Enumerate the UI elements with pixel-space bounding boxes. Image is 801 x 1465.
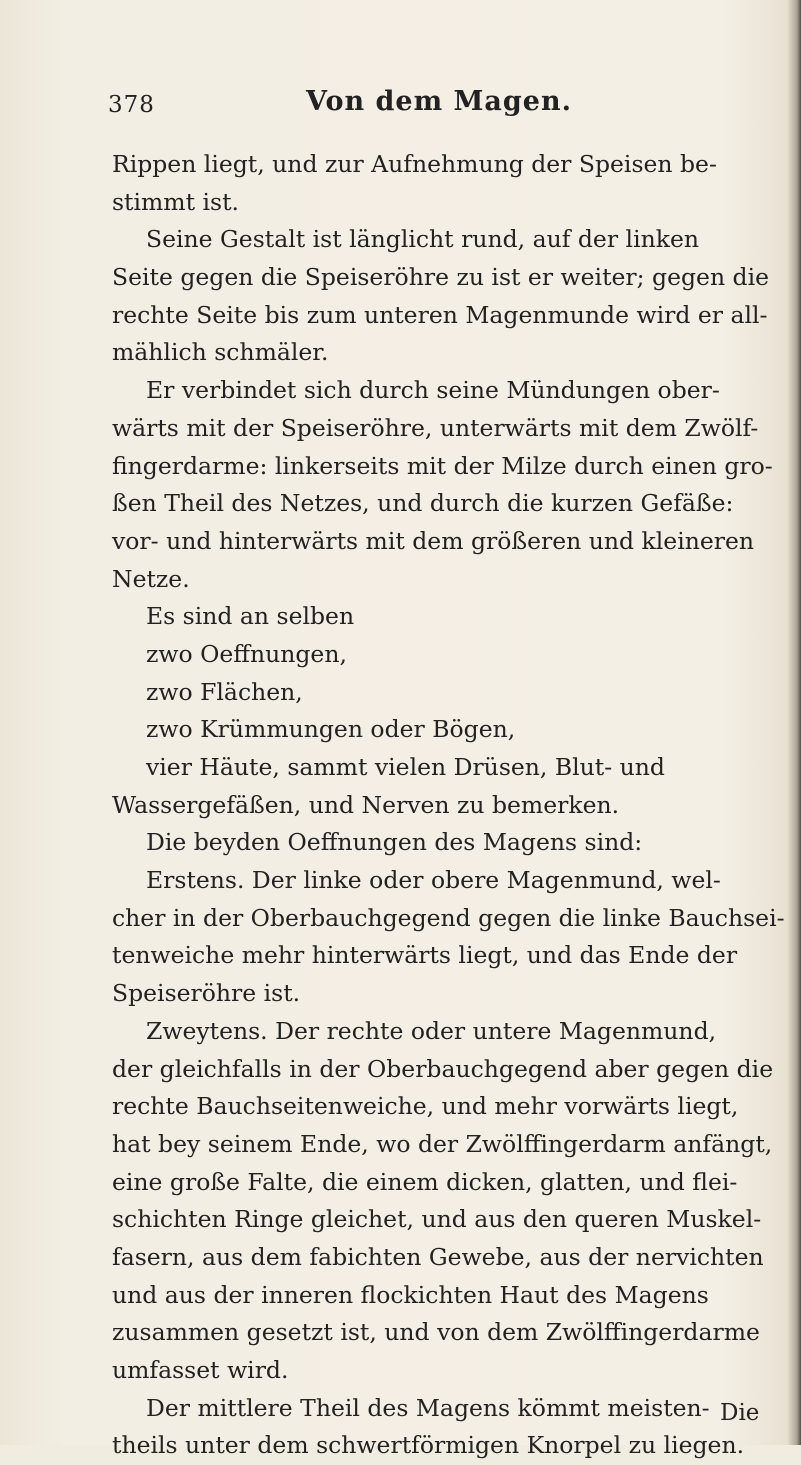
text-line: der gleichfalls in der Oberbauchgegend aber gegen die <box>112 1054 774 1083</box>
text-line: Speiseröhre ist. <box>112 979 301 1008</box>
text-line: Rippen liegt, und zur Aufnehmung der Speisen be- <box>112 150 717 178</box>
text-line: ßen Theil des Netzes, und durch die kurzen Gefäße: <box>112 489 734 518</box>
text-line: stimmt ist. <box>112 187 239 216</box>
text-line: Zweytens. Der rechte oder untere Magenmund, <box>146 1016 717 1045</box>
catchword: Die <box>720 1400 760 1426</box>
text-line: zwo Oeffnungen, <box>146 639 347 668</box>
text-line: Es sind an selben <box>146 602 355 631</box>
text-line: Er verbindet sich durch seine Mündungen ober- <box>146 376 720 405</box>
text-line: wärts mit der Speiseröhre, unterwärts mit dem Zwölf- <box>112 413 759 442</box>
text-line: zwo Flächen, <box>146 677 303 706</box>
text-line: umfasset wird. <box>112 1356 289 1384</box>
text-line: theils unter dem schwertförmigen Knorpel zu liegen. <box>112 1431 745 1460</box>
text-line: Seine Gestalt ist länglicht rund, auf der linken <box>146 225 699 254</box>
text-line: Die beyden Oeffnungen des Magens sind: <box>146 828 643 857</box>
text-line: rechte Bauchseitenweiche, und mehr vorwärts liegt, <box>112 1092 739 1121</box>
text-line: Seite gegen die Speiseröhre zu ist er weiter; gegen die <box>112 263 770 292</box>
text-line: fasern, aus dem fabichten Gewebe, aus der nervichten <box>112 1242 764 1271</box>
text-line: mählich schmäler. <box>112 338 329 367</box>
text-line: fingerdarme: linkerseits mit der Milze durch einen gro- <box>112 451 773 480</box>
text-line: eine große Falte, die einem dicken, glatten, und flei- <box>112 1167 738 1196</box>
page-number: 378 <box>108 92 155 118</box>
text-line: zusammen gesetzt ist, und von dem Zwölffingerdarme <box>112 1318 760 1347</box>
text-line: vier Häute, sammt vielen Drüsen, Blut- und <box>146 753 665 781</box>
text-line: Netze. <box>112 564 190 593</box>
text-line: hat bey seinem Ende, wo der Zwölffingerdarm anfängt, <box>112 1129 773 1158</box>
text-line: Der mittlere Theil des Magens kömmt meisten- <box>146 1393 710 1422</box>
text-line: zwo Krümmungen oder Bögen, <box>146 715 516 744</box>
text-line: Wassergefäßen, und Nerven zu bemerken. <box>112 790 620 819</box>
body-text <box>112 146 792 1465</box>
running-head: Von dem Magen. <box>306 86 573 117</box>
text-line: und aus der inneren flockichten Haut des Magens <box>112 1280 709 1309</box>
text-line: tenweiche mehr hinterwärts liegt, und das Ende der <box>112 941 738 970</box>
page-header <box>108 86 741 126</box>
text-line: Erstens. Der linke oder obere Magenmund, wel- <box>146 866 721 895</box>
text-line: schichten Ringe gleichet, und aus den queren Muskel- <box>112 1205 762 1234</box>
text-line: rechte Seite bis zum unteren Magenmunde wird er all- <box>112 300 768 329</box>
text-line: cher in der Oberbauchgegend gegen die linke Bauchsei- <box>112 903 785 932</box>
text-line: vor- und hinterwärts mit dem größeren und kleineren <box>112 526 755 555</box>
